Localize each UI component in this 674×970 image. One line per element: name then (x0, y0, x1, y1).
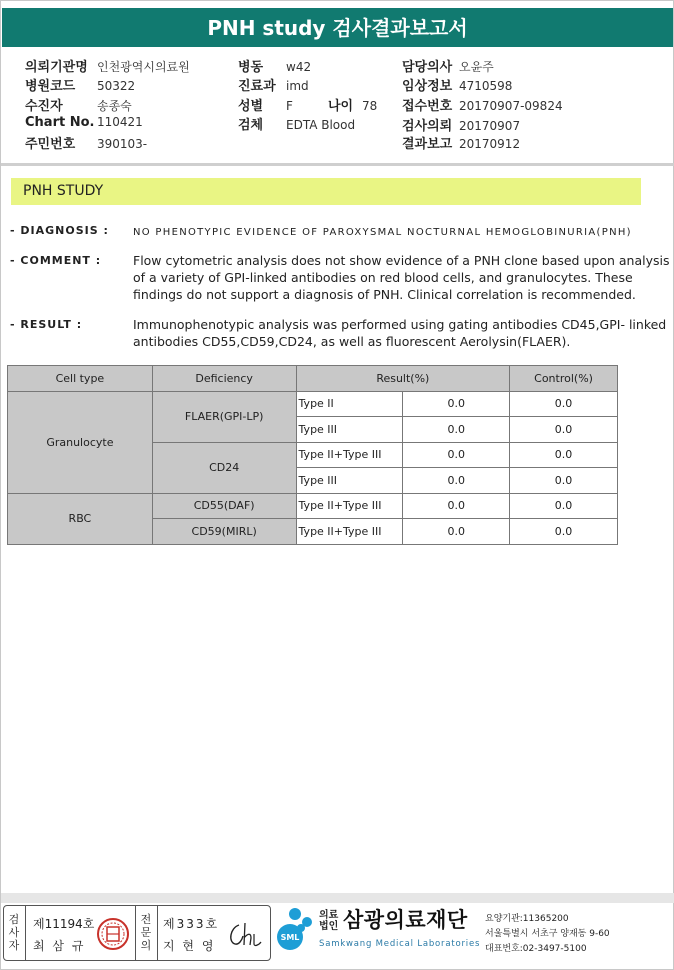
info-value: EDTA Blood (286, 118, 356, 132)
header-result: Result(%) (296, 366, 510, 392)
info-receipt-no (402, 95, 563, 114)
info-value: 20170912 (459, 137, 521, 151)
type-cell: Type II+Type III (296, 493, 403, 519)
info-label: 검사의뢰 (402, 119, 453, 134)
control-cell: 0.0 (510, 391, 618, 417)
type-cell: Type III (296, 417, 403, 443)
result-cell: 0.0 (403, 493, 510, 519)
info-label: 주민번호 (25, 137, 76, 152)
institution-phone: 대표번호:02-3497-5100 (485, 944, 587, 954)
info-department (238, 75, 309, 94)
info-label: 병원코드 (25, 79, 76, 94)
deficiency-flaer: FLAER(GPI-LP) (152, 391, 296, 442)
result-cell: 0.0 (403, 417, 510, 443)
table-row (8, 493, 618, 519)
info-value: 오윤주 (459, 60, 494, 74)
divider (135, 906, 136, 960)
examiner-license: 제11194호 (33, 917, 95, 931)
info-hospital-code (25, 75, 135, 94)
comment-text: Flow cytometric analysis does not show evidence of a PNH clone based upon analysis of a variety of GPI-linked antibodies on red blood cells, and granulocytes. These findings do not support a diagnosis of PNH. Clinical correlation is recommended. (133, 253, 670, 302)
control-cell: 0.0 (510, 417, 618, 443)
deficiency-cd55: CD55(DAF) (152, 493, 296, 519)
info-value: 송종숙 (97, 99, 132, 113)
info-patient-name (25, 95, 132, 114)
info-institution (25, 56, 190, 75)
info-value: 20170907-09824 (459, 99, 563, 113)
info-value: 110421 (97, 115, 143, 129)
info-label: 수진자 (25, 99, 63, 114)
control-cell: 0.0 (510, 519, 618, 545)
footer-band (1, 893, 674, 903)
specialist-label: 전문의 (140, 913, 152, 952)
result-table (7, 365, 618, 545)
info-value: 4710598 (459, 79, 513, 93)
info-label: Chart No. (25, 115, 95, 130)
type-cell: Type II+Type III (296, 442, 403, 468)
brand-prefix-line2: 법인 (319, 921, 339, 932)
info-label: 의뢰기관명 (25, 60, 88, 75)
info-ward (238, 56, 311, 75)
info-value: 78 (362, 99, 378, 113)
specialist-license: 제333호 (163, 917, 220, 931)
info-label: 결과보고 (402, 137, 453, 152)
sml-logo-icon (273, 907, 315, 951)
info-value: 20170907 (459, 119, 521, 133)
cell-type-rbc: RBC (8, 493, 153, 544)
type-cell: Type III (296, 468, 403, 494)
info-label: 진료과 (238, 79, 276, 94)
result-cell: 0.0 (403, 468, 510, 494)
deficiency-cd59: CD59(MIRL) (152, 519, 296, 545)
info-doctor (402, 56, 494, 75)
control-cell: 0.0 (510, 442, 618, 468)
info-specimen (238, 114, 355, 133)
examiner-label: 검사자 (8, 913, 20, 952)
brand-english: Samkwang Medical Laboratories (319, 939, 481, 949)
control-cell: 0.0 (510, 468, 618, 494)
info-label: 성별 (238, 99, 264, 114)
info-value: 390103- (97, 137, 148, 151)
report-title: PNH study 검사결과보고서 (2, 8, 673, 47)
section-title: PNH STUDY (11, 178, 641, 205)
info-label: 검체 (238, 118, 264, 133)
diagnosis-label: - DIAGNOSIS : (10, 224, 109, 237)
info-value: 인천광역시의료원 (97, 60, 190, 74)
table-header-row (8, 366, 618, 392)
header-control: Control(%) (510, 366, 618, 392)
brand-prefix (319, 910, 338, 932)
info-label: 병동 (238, 60, 264, 75)
info-label: 담당의사 (402, 60, 453, 75)
info-clinical (402, 75, 512, 94)
comment-label: - COMMENT : (10, 254, 102, 267)
info-resident-no (25, 133, 147, 152)
type-cell: Type II (296, 391, 403, 417)
info-label: 접수번호 (402, 99, 453, 114)
info-value: w42 (286, 60, 312, 74)
institution-address: 서울특별시 서초구 양재동 9-60 (485, 929, 610, 939)
info-age (328, 95, 377, 114)
result-label: - RESULT : (10, 318, 83, 331)
info-label: 나이 (328, 99, 354, 114)
info-value: 50322 (97, 79, 136, 93)
header-cell-type: Cell type (8, 366, 153, 392)
cell-type-granulocyte: Granulocyte (8, 391, 153, 493)
brand-name: 삼광의료재단 (343, 908, 468, 932)
signature-box (3, 905, 271, 961)
info-request-date (402, 115, 520, 134)
info-value: F (286, 99, 293, 113)
info-chart-no (25, 115, 143, 130)
info-report-date (402, 133, 520, 152)
signature-icon (226, 920, 262, 950)
logo-text: SML (280, 933, 300, 942)
result-cell: 0.0 (403, 391, 510, 417)
result-cell: 0.0 (403, 519, 510, 545)
deficiency-cd24: CD24 (152, 442, 296, 493)
info-value: imd (286, 79, 309, 93)
header-divider (1, 163, 674, 166)
result-cell: 0.0 (403, 442, 510, 468)
type-cell: Type II+Type III (296, 519, 403, 545)
diagnosis-text: NO PHENOTYPIC EVIDENCE OF PAROXYSMAL NOCTURNAL HEMOGLOBINURIA(PNH) (133, 227, 632, 238)
brand-prefix-line1: 의료 (319, 910, 339, 921)
table-row (8, 391, 618, 417)
divider (157, 906, 158, 960)
control-cell: 0.0 (510, 493, 618, 519)
info-sex (238, 95, 293, 114)
examiner-name: 최 삼 규 (33, 939, 86, 953)
institution-code: 요양기관:11365200 (485, 914, 569, 924)
header-deficiency: Deficiency (152, 366, 296, 392)
info-label: 임상정보 (402, 79, 453, 94)
result-text: Immunophenotypic analysis was performed using gating antibodies CD45,GPI- linked antibodies CD55,CD59,CD24, as well as fluorescent Aerolysin(FLAER). (133, 317, 667, 349)
specialist-name: 지 현 영 (163, 939, 216, 953)
divider (25, 906, 26, 960)
examiner-seal-icon (96, 917, 130, 951)
